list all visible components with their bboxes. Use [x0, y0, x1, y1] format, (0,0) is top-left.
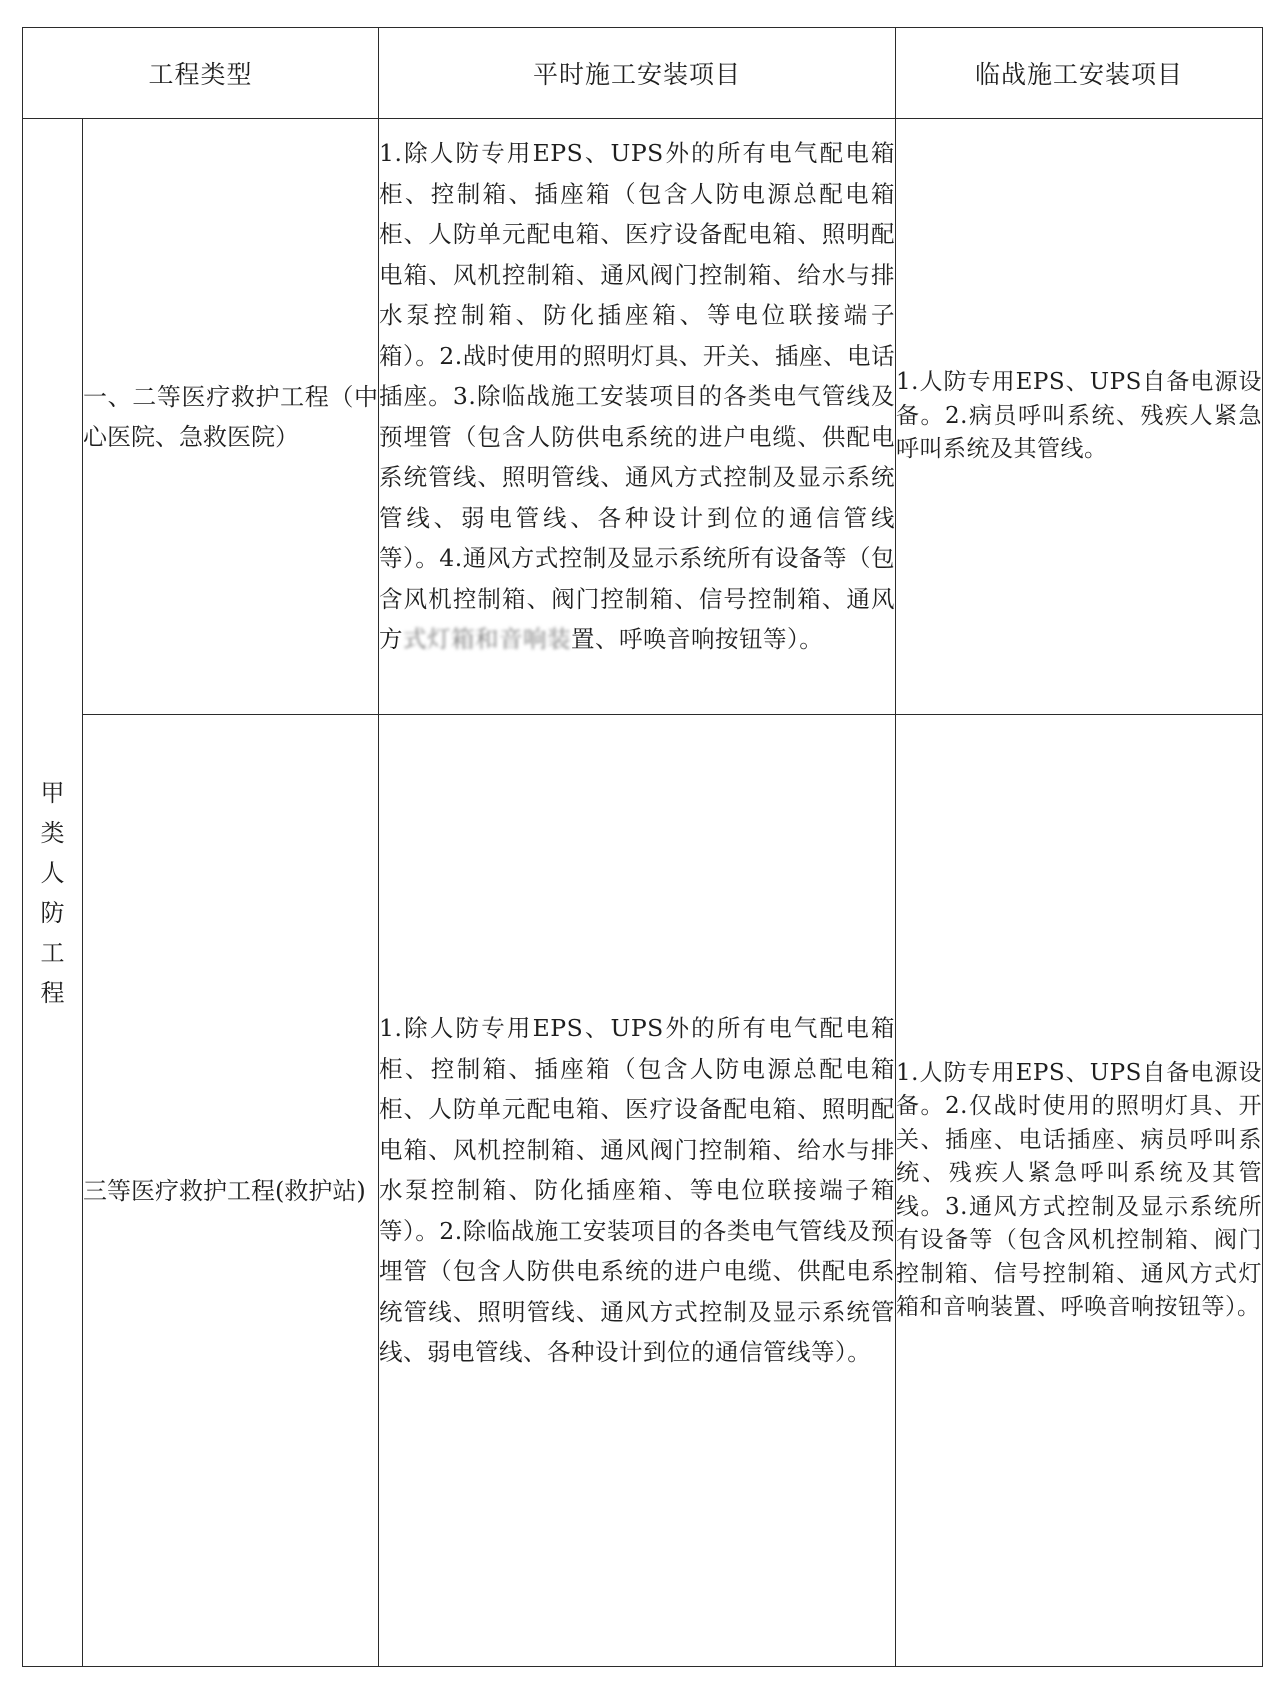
peacetime-items-cell: 1.除人防专用EPS、UPS外的所有电气配电箱柜、控制箱、插座箱（包含人防电源总配电箱柜、人防单元配电箱、医疗设备配电箱、照明配电箱、风机控制箱、通风阀门控制箱、给水与排水泵控制箱、防化插座箱、等电位联接端子箱等）。2.除临战施工安装项目的各类电气管线及预埋管（包含人防供电系统的进户电缆、供配电系统管线、照明管线、通风方式控制及显示系统管线、弱电管线、各种设计到位的通信管线等）。: [379, 715, 896, 1667]
group-label: 甲类人防工程: [40, 778, 65, 1007]
peacetime-items-tail: 置、呼唤音响按钮等）。: [571, 625, 824, 653]
header-row: [23, 28, 1263, 119]
header-type: 工程类型: [23, 28, 379, 119]
header-wartime: 临战施工安装项目: [896, 28, 1263, 119]
project-type-cell: 三等医疗救护工程(救护站): [83, 715, 379, 1667]
wartime-items-cell: 1.人防专用EPS、UPS自备电源设备。2.仅战时使用的照明灯具、开关、插座、电话插座、病员呼叫系统、残疾人紧急呼叫系统及其管线。3.通风方式控制及显示系统所有设备等（包含风机控制箱、阀门控制箱、信号控制箱、通风方式灯箱和音响装置、呼唤音响按钮等）。: [896, 715, 1263, 1667]
project-type-cell: 一、二等医疗救护工程（中心医院、急救医院）: [83, 119, 379, 715]
wartime-items-cell: 1.人防专用EPS、UPS自备电源设备。2.病员呼叫系统、残疾人紧急呼叫系统及其管线。: [896, 119, 1263, 715]
obscured-text: 式灯箱和音响装: [403, 625, 572, 653]
group-label-cell: [23, 119, 83, 1667]
table-row: [23, 715, 1263, 1667]
table-row: [23, 119, 1263, 715]
peacetime-items-text: 1.除人防专用EPS、UPS外的所有电气配电箱柜、控制箱、插座箱（包含人防电源总配电箱柜、人防单元配电箱、医疗设备配电箱、照明配电箱、风机控制箱、通风阀门控制箱、给水与排水泵控制箱、防化插座箱、等电位联接端子箱）。2.战时使用的照明灯具、开关、插座、电话插座。3.除临战施工安装项目的各类电气管线及预埋管（包含人防供电系统的进户电缆、供配电系统管线、照明管线、通风方式控制及显示系统管线、弱电管线、各种设计到位的通信管线等）。4.通风方式控制及显示系统所有设备等（包含风机控制箱、阀门控制箱、信号控制箱、通风方: [379, 139, 896, 653]
spec-table: [22, 27, 1263, 1667]
peacetime-items-cell: [379, 119, 896, 715]
header-peacetime: 平时施工安装项目: [379, 28, 896, 119]
